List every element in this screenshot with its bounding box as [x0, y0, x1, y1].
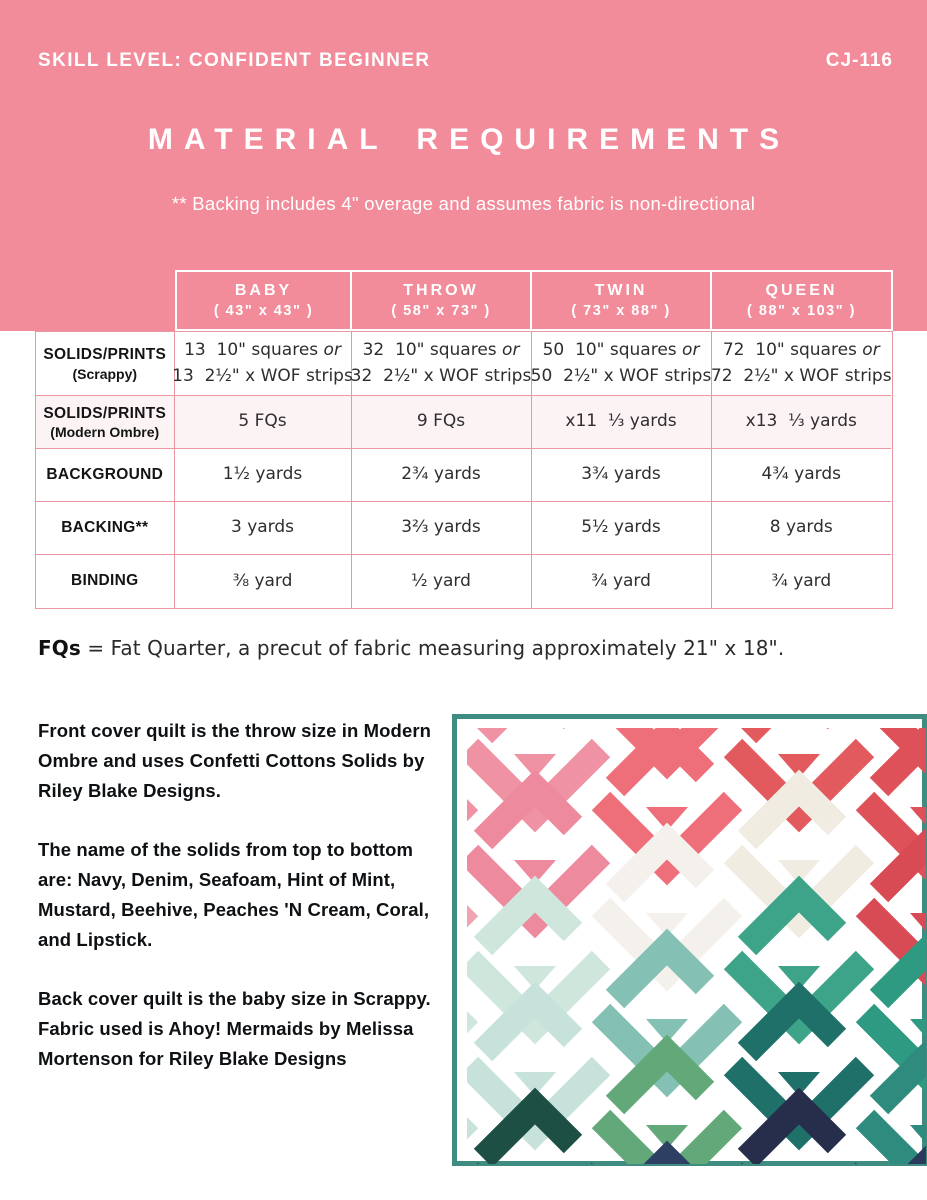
value-text: 3 yards: [230, 517, 295, 538]
quilt-photo: [452, 714, 927, 1166]
material-requirements-table: [35, 270, 893, 609]
table-row: [36, 332, 892, 396]
value-text: ½ yard: [411, 570, 471, 591]
row-label: BACKING**: [61, 518, 149, 536]
value-cell: [172, 332, 353, 396]
row-label-cell: [36, 449, 175, 502]
column-header-baby: [175, 270, 352, 331]
row-label-cell: [36, 502, 175, 555]
value-cell: [352, 555, 532, 608]
skill-level-label: SKILL LEVEL: CONFIDENT BEGINNER: [38, 50, 431, 71]
body-paragraph: The name of the solids from top to bottom are: Navy, Denim, Seafoam, Hint of Mint, Mustard, Beehive, Peaches 'N Cream, Coral, and Lipstick.: [38, 838, 430, 950]
value-text: ¾ yard: [591, 570, 651, 591]
body-paragraph: Front cover quilt is the throw size in Modern Ombre and uses Confetti Cottons Solids by Riley Blake Designs.: [38, 720, 432, 801]
row-label-cell: [36, 555, 175, 608]
table-corner-blank: [35, 270, 175, 331]
table-row: [36, 555, 892, 608]
value-cell: [532, 555, 712, 608]
table-header-row: [35, 270, 893, 331]
row-label-cell: [36, 396, 175, 449]
backing-note: ** Backing includes 4" overage and assumes fabric is non-directional: [171, 193, 756, 214]
value-text: 50 2½" x WOF strips: [530, 365, 712, 386]
value-cell: [532, 396, 712, 449]
column-name: THROW: [403, 282, 479, 299]
table-body: [35, 331, 893, 609]
value-text: 72 2½" x WOF strips: [710, 365, 892, 386]
row-label: SOLIDS/PRINTS: [43, 404, 167, 422]
value-text: 8 yards: [769, 517, 833, 538]
value-cell: [712, 332, 892, 396]
page-title: MATERIAL REQUIREMENTS: [147, 123, 791, 156]
body-paragraph: Back cover quilt is the baby size in Scrappy. Fabric used is Ahoy! Mermaids by Melissa Mortenson for Riley Blake Designs: [38, 987, 431, 1069]
value-text: ⅜ yard: [232, 570, 293, 591]
row-label: BINDING: [70, 572, 139, 590]
value-cell: [532, 502, 712, 555]
table-row: [36, 449, 892, 502]
value-cell: [175, 555, 352, 608]
column-name: QUEEN: [765, 282, 838, 299]
table-row: [36, 502, 892, 555]
body-copy: [38, 716, 450, 1103]
row-label: BACKGROUND: [46, 465, 164, 483]
value-cell: [352, 396, 532, 449]
row-sublabel: (Modern Ombre): [50, 424, 160, 441]
value-text: 32 2½" x WOF strips: [350, 365, 532, 386]
value-text: 9 FQs: [416, 411, 466, 432]
column-size: ( 58" x 73" ): [391, 303, 491, 319]
column-header-queen: [712, 270, 893, 331]
value-text: 2¾ yards: [401, 464, 481, 485]
value-text: 3¾ yards: [581, 464, 661, 485]
pattern-number: CJ-116: [825, 50, 893, 71]
fq-definition: = Fat Quarter, a precut of fabric measuring approximately 21" x 18".: [80, 636, 785, 660]
value-cell: [712, 396, 892, 449]
value-text: 5½ yards: [581, 517, 661, 538]
value-text: 72 10" squares or: [722, 340, 880, 360]
fq-definition-note: [38, 636, 784, 660]
value-text: 4¾ yards: [761, 464, 841, 485]
value-text: 1½ yards: [222, 464, 303, 485]
fq-term: FQs: [38, 636, 81, 660]
value-cell: [175, 449, 352, 502]
value-text: 5 FQs: [238, 411, 287, 432]
value-text: x11 ⅓ yards: [565, 411, 677, 432]
value-cell: [532, 449, 712, 502]
value-cell: [352, 332, 532, 396]
value-cell: [712, 502, 892, 555]
value-text: 13 2½" x WOF strips: [172, 365, 353, 386]
row-label-cell: [36, 332, 175, 396]
value-cell: [712, 555, 892, 608]
column-size: ( 43" x 43" ): [213, 303, 314, 319]
column-name: BABY: [234, 282, 293, 299]
table-row: [36, 396, 892, 449]
column-header-throw: [352, 270, 532, 331]
column-size: ( 88" x 103" ): [747, 303, 856, 319]
column-size: ( 73" x 88" ): [571, 303, 671, 319]
column-name: TWIN: [594, 282, 648, 299]
value-text: ¾ yard: [771, 570, 832, 591]
value-cell: [352, 449, 532, 502]
value-cell: [712, 449, 892, 502]
row-label: SOLIDS/PRINTS: [43, 346, 167, 364]
value-text: 50 10" squares or: [542, 340, 700, 360]
value-cell: [175, 502, 352, 555]
value-cell: [352, 502, 532, 555]
column-header-twin: [532, 270, 712, 331]
value-cell: [532, 332, 712, 396]
value-cell: [175, 396, 352, 449]
value-text: x13 ⅓ yards: [745, 411, 857, 432]
value-text: 3⅔ yards: [401, 517, 481, 538]
row-sublabel: (Scrappy): [72, 365, 138, 382]
value-text: 32 10" squares or: [362, 340, 520, 360]
value-text: 13 10" squares or: [184, 340, 341, 360]
